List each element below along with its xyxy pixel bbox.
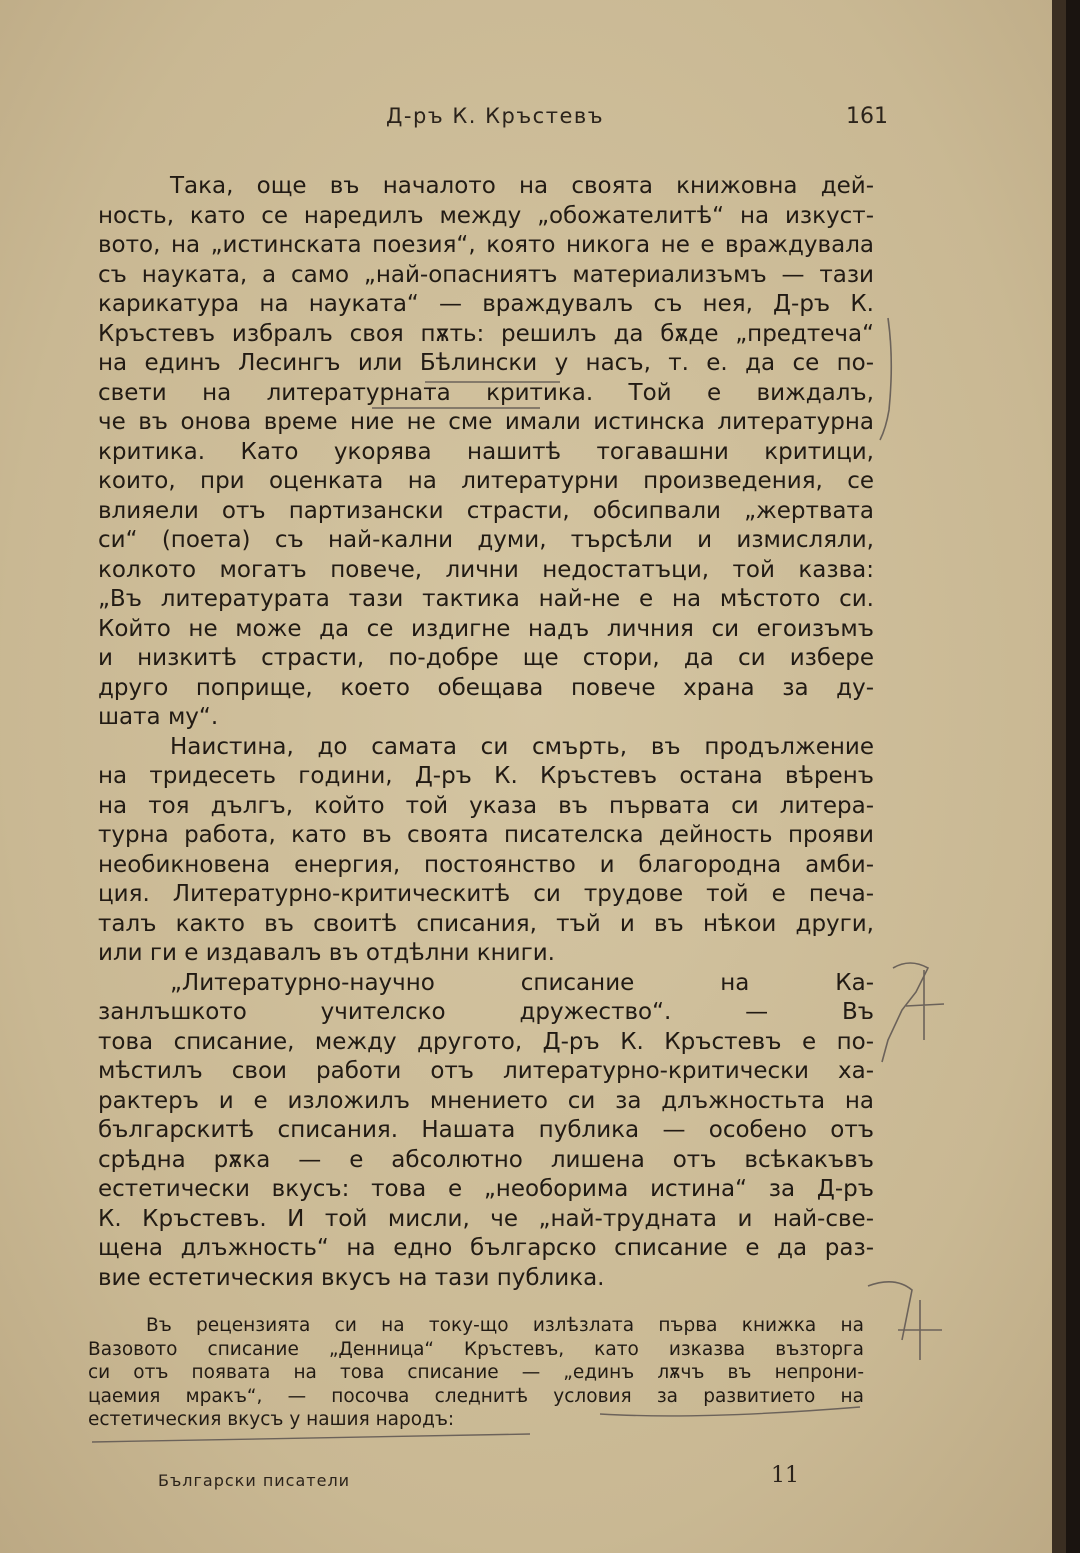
margin-bracket xyxy=(868,1282,912,1340)
text-line: критика. Като укорява нашитѣ тогавашни критици, xyxy=(98,438,874,465)
text-line: мѣстилъ свои работи отъ литературно-критически ха- xyxy=(98,1058,874,1084)
text-line: занлъшкото учителско дружество“. — Въ xyxy=(98,999,874,1025)
footer-title: Български писатели xyxy=(158,1471,351,1490)
text-line: друго поприще, което обещава повече храна за ду- xyxy=(98,674,874,701)
page-edge xyxy=(1052,0,1066,1553)
text-line: свети на литературната критика. Той е виждалъ, xyxy=(98,379,874,406)
footnote-line: си отъ появата на това списание — „единъ лѫчъ въ непрони- xyxy=(88,1362,864,1383)
running-head: Д-ръ К. Кръстевъ xyxy=(386,104,605,128)
footnote-line: Вазовото списание „Денница“ Кръстевъ, като изказва възторга xyxy=(88,1338,864,1360)
text-line: на тридесеть години, Д-ръ К. Кръстевъ остана вѣренъ xyxy=(98,763,874,789)
text-line: колкото могатъ повече, лични недостатъци, той казва: xyxy=(98,556,874,583)
margin-bracket xyxy=(882,963,928,1062)
text-line: или ги е издавалъ въ отдѣлни книги. xyxy=(98,940,555,966)
footnote-line: Въ рецензията си на току-що излѣзлата първа книжка на xyxy=(146,1315,864,1336)
text-line: българскитѣ списания. Нашата публика — особено отъ xyxy=(98,1117,874,1143)
text-line: ность, като се наредилъ между „обожателитѣ“ на изкуст- xyxy=(98,202,874,229)
text-line: щена длъжность“ на едно българско списание е да раз- xyxy=(98,1235,874,1261)
text-line: Който не може да се издигне надъ личния си егоизъмъ xyxy=(98,615,874,642)
main-text xyxy=(98,172,874,1293)
margin-bracket xyxy=(880,318,891,440)
text-line: съ науката, а само „най-опасниятъ материализъмъ — тази xyxy=(98,261,874,288)
text-line: че въ онова време ние не сме имали истинска литературна xyxy=(98,409,874,435)
text-line: рактеръ и е изложилъ мнението си за длъжностьта на xyxy=(98,1087,874,1114)
margin-mark xyxy=(906,970,944,1040)
text-line: и низкитѣ страсти, по-добре ще стори, да си избере xyxy=(98,645,874,671)
footnote xyxy=(88,1314,864,1432)
text-line: Наистина, до самата си смърть, въ продължение xyxy=(170,733,874,760)
page-number: 161 xyxy=(846,104,888,129)
footnote-line: естетическия вкусъ у нашия народъ: xyxy=(88,1409,455,1430)
text-line: които, при оценката на литературни произведения, се xyxy=(98,468,874,494)
text-line: необикновена енергия, постоянство и благородна амби- xyxy=(98,851,874,878)
text-line: вие естетическия вкусъ на тази публика. xyxy=(98,1264,605,1291)
text-line: вото, на „истинската поезия“, която никога не е враждувала xyxy=(98,232,874,258)
text-line: на единъ Лесингъ или Бѣлински у насъ, т. е. да се по- xyxy=(98,350,874,376)
page-header xyxy=(0,104,1066,138)
margin-mark xyxy=(898,1300,942,1360)
text-line: си“ (поета) съ най-кални думи, търсѣли и измисляли, xyxy=(98,527,874,553)
text-line: влияели отъ партизански страсти, обсипвали „жертвата xyxy=(98,497,874,524)
text-line: това списание, между другото, Д-ръ К. Кръстевъ е по- xyxy=(98,1028,874,1055)
text-line: шата му“. xyxy=(98,704,219,730)
text-line: карикатура на науката“ — враждувалъ съ нея, Д-ръ К. xyxy=(98,291,874,317)
text-line: естетически вкусъ: това е „необорима истина“ за Д-ръ xyxy=(98,1176,874,1202)
text-line: талъ както въ своитѣ списания, тъй и въ нѣкои други, xyxy=(98,910,874,937)
text-line: турна работа, като въ своята писателска дейность прояви xyxy=(98,822,874,848)
text-line: Така, още въ началото на своята книжовна дей- xyxy=(170,173,874,199)
text-line: ция. Литературно-критическитѣ си трудове той е печа- xyxy=(98,881,874,907)
text-line: „Литературно-научно списание на Ка- xyxy=(170,969,874,996)
text-line: на тоя дългъ, който той указа въ първата си литера- xyxy=(98,792,874,819)
text-line: срѣдна рѫка — е абсолютно лишена отъ всѣкакъвъ xyxy=(98,1146,874,1173)
text-line: Кръстевъ избралъ своя пѫть: решилъ да бѫде „предтеча“ xyxy=(98,320,874,347)
footnote-line: цаемия мракъ“, — посочва следнитѣ условия за развитието на xyxy=(88,1385,864,1407)
underline-mark xyxy=(92,1434,530,1442)
text-line: К. Кръстевъ. И той мисли, че „най-трудната и най-све- xyxy=(98,1205,874,1232)
signature-mark: 11 xyxy=(771,1463,799,1488)
text-line: „Въ литературата тази тактика най-не е на мѣстото си. xyxy=(98,586,874,612)
